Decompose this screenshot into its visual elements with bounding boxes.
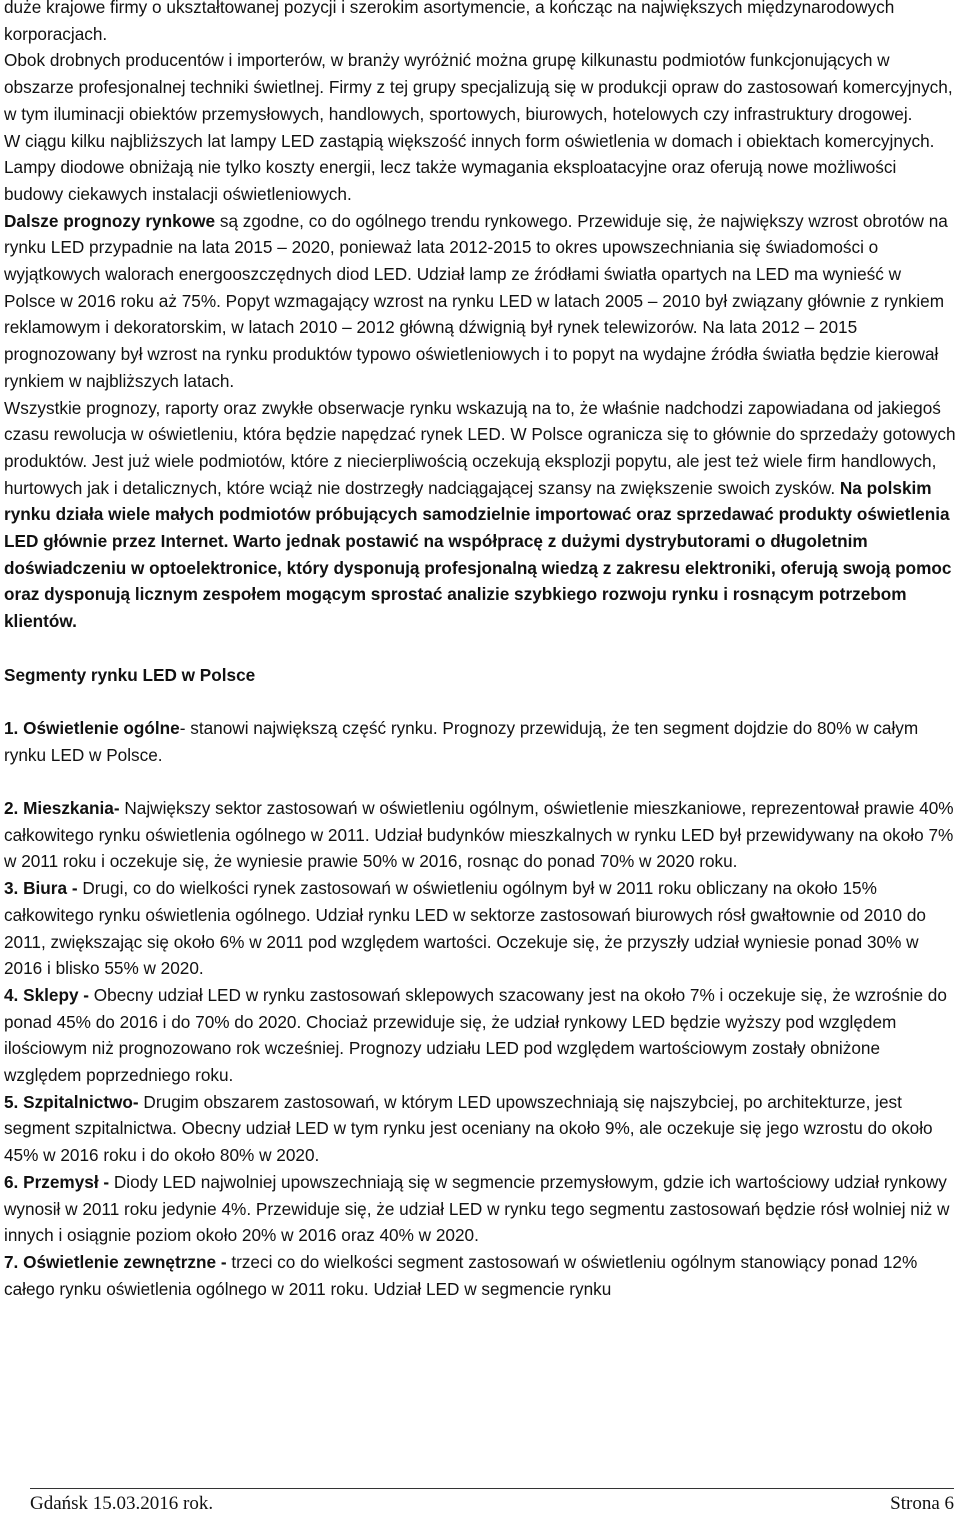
segment-text: Obecny udział LED w rynku zastosowań sklepowych szacowany jest na około 7% i oczekuje się, że wzrośnie do ponad 45% do 2016 i do 70% do 2020. Chociaż przewiduje się, że udział rynkowy LED będzie wyższy pod względem ilościowym niż prognozowano rok wcześniej. Prognozy udziału LED pod względem wartościowym zostały obniżone względem poprzedniego roku. [4,984,947,1086]
document-page [4,0,956,1302]
section-heading [4,662,956,689]
footer-date: Gdańsk 15.03.2016 rok. [30,1493,214,1514]
segment-text: Drugim obszarem zastosowań, w którym LED upowszechniają się najszybciej, po architekturze, jest segment szpitalnictwa. Obecny udział LED w tym rynku jest oceniany na około 9%, ale oczekuje się jego wzrostu do około 45% w 2016 roku i do około 80% w 2020. [4,1091,933,1166]
footer-page-number: Strona 6 [890,1493,954,1514]
segment-text: Diody LED najwolniej upowszechniają się w segmencie przemysłowym, gdzie ich wartościowy udział rynkowy wynosił w 2011 roku jedynie 4%. Przewiduje się, że udział LED w rynku tego segmentu zastosowań będzie rósł wolniej niż w innych i osiągnie poziom około 20% w 2016 oraz 40% w 2020. [4,1171,950,1246]
paragraph-intro: duże krajowe firmy o ukształtowanej pozycji i szerokim asortymencie, a kończąc na największych międzynarodowych korporacjach. [4,0,895,44]
page-footer [0,1488,960,1518]
segment-item [4,795,956,875]
segment-item [4,1169,956,1249]
segment-text: Największy sektor zastosowań w oświetleniu ogólnym, oświetlenie mieszkaniowe, reprezentował prawie 40% całkowitego rynku oświetlenia ogólnego w 2011. Udział budynków mieszkalnych w rynku LED był przewidywany na około 7% w 2011 roku i oczekuje się, że wyniesie prawie 50% w 2016, rosnąc do ponad 70% w 2020 roku. [4,798,954,872]
revolution-text: Wszystkie prognozy, raporty oraz zwykłe obserwacje rynku wskazują na to, że właśnie nadchodzi zapowiadana od jakiegoś czasu rewolucja w oświetleniu, która będzie napędzać rynek LED. W Polsce ogranicza się to głównie do sprzedaży gotowych produktów. Jest już wiele podmiotów, które z niecierpliwością oczekują eksplozji popytu, ale jest też wiele firm handlowych, hurtowych jak i detalicznych, które wciąż nie dostrzegły nadciągającej szansy na zwiększenie swoich zysków. [4,397,956,498]
segment-label: 1. Oświetlenie ogólne [4,717,180,738]
segment-item [4,1089,956,1169]
spacer [4,768,956,795]
segment-item [4,982,956,1089]
segment-label: 5. Szpitalnictwo- [4,1091,139,1112]
paragraph-led-replacement: W ciągu kilku najbliższych lat lampy LED zastąpią większość innych form oświetlenia w domach i obiektach komercyjnych. Lampy diodowe obniżają nie tylko koszty energii, lecz także wymagania eksploatacyjne oraz oferują nowe możliwości budowy ciekawych instalacji oświetleniowych. [4,130,935,204]
section-heading-text: Segmenty rynku LED w Polsce [4,664,256,685]
segment-label: 2. Mieszkania- [4,798,120,819]
segment-label: 7. Oświetlenie zewnętrzne - [4,1252,227,1272]
paragraph-forecasts [4,208,956,395]
segment-item [4,715,956,768]
segment-text: trzeci co do wielkości segment zastosowań w oświetleniu ogólnym stanowiący ponad 12% całego rynku oświetlenia ogólnego w 2011 roku. Udział LED w segmencie rynku [4,1252,918,1299]
segment-label: 3. Biura - [4,878,78,899]
forecasts-text: są zgodne, co do ogólnego trendu rynkowego. Przewiduje się, że największy wzrost obrotów na rynku LED przypadnie na lata 2015 – 2020, ponieważ lata 2012-2015 to okres upowszechniania się świadomości o wyjątkowych walorach energooszczędnych diod LED. Udział lamp ze źródłami światła opartych na LED ma wynieść w Polsce w 2016 roku aż 75%. Popyt wzmagający wzrost na rynku LED w latach 2005 – 2010 był związany głównie z rynkiem reklamowym i dekoratorskim, w latach 2010 – 2012 główną dźwignią był rynek telewizorów. Na lata 2012 – 2015 prognozowany był wzrost na rynku produktów typowo oświetleniowych i to popyt na wydajne źródła światła będzie kierował rynkiem w najbliższych latach. [4,210,948,391]
paragraph-revolution [4,395,956,635]
segment-item [4,1249,956,1302]
segment-label: 6. Przemysł - [4,1171,110,1192]
segment-text: - stanowi największą część rynku. Prognozy przewidują, że ten segment dojdzie do 80% w całym rynku LED w Polsce. [4,717,919,765]
footer-divider [30,1488,954,1489]
spacer [4,635,956,662]
segment-label: 4. Sklepy - [4,984,90,1005]
forecasts-lead: Dalsze prognozy rynkowe [4,210,216,231]
paragraph-producers: Obok drobnych producentów i importerów, w branży wyróżnić można grupę kilkunastu podmiotów funkcjonujących w obszarze profesjonalnej techniki świetlnej. Firmy z tej grupy specjalizują się w produkcji opraw do zastosowań komercyjnych, w tym iluminacji obiektów przemysłowych, handlowych, sportowych, biurowych, hotelowych czy infrastruktury drogowej. [4,50,953,124]
segment-text: Drugi, co do wielkości rynek zastosowań w oświetleniu ogólnym był w 2011 roku obliczany na około 15% całkowitego rynku oświetlenia ogólnego. Udział rynku LED w sektorze zastosowań biurowych rósł gwałtownie od 2010 do 2011, zwiększając się około 6% w 2011 pod względem wartości. Oczekuje się, że przyszły udział wyniesie ponad 30% w 2016 i blisko 55% w 2020. [4,878,926,979]
spacer [4,688,956,715]
revolution-emphasis: Na polskim rynku działa wiele małych podmiotów próbujących samodzielnie importować oraz sprzedawać produkty oświetlenia LED głównie przez Internet. Warto jednak postawić na współpracę z dużymi dystrybutorami o długoletnim doświadczeniu w optoelektronice, który dysponują profesjonalną wiedzą z zakresu elektroniki, oferują swoją pomoc oraz dysponują licznym zespołem mogącym sprostać analizie szybkiego rozwoju rynku i rosnącym potrzebom klientów. [4,477,952,632]
segment-item [4,875,956,982]
